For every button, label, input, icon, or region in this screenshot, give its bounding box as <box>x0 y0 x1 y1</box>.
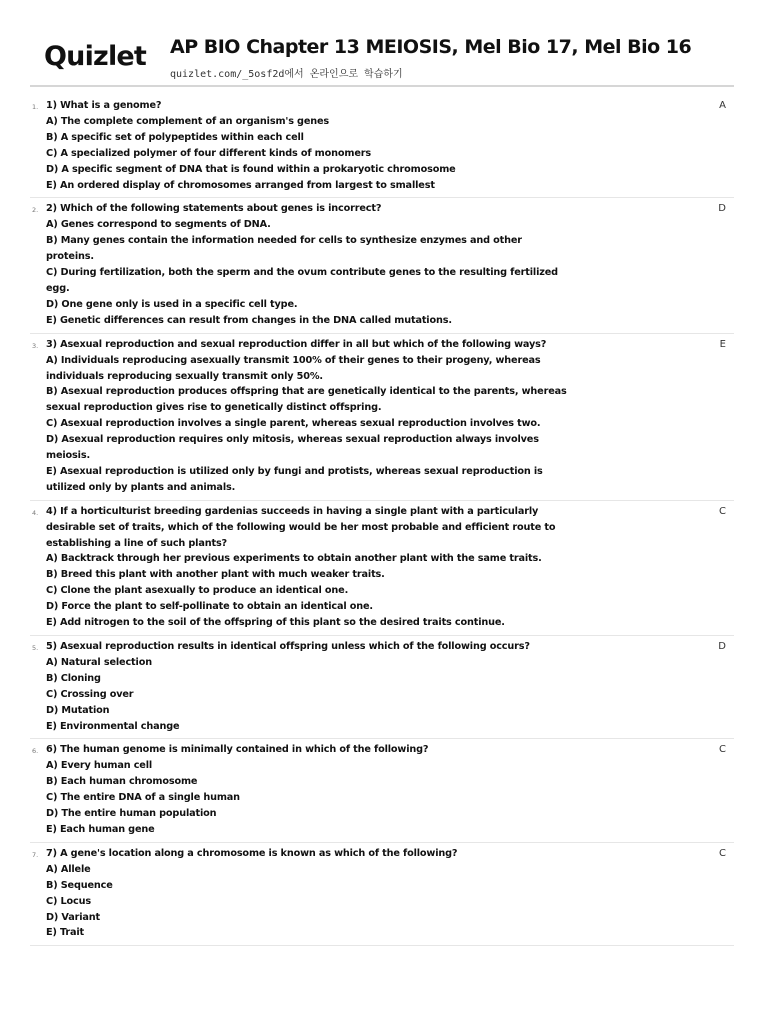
question-item <box>30 501 734 636</box>
question-number: 1. <box>32 103 39 111</box>
answer-key: A <box>719 100 726 111</box>
question-option: E) Each human gene <box>46 823 155 835</box>
question-option: C) The entire DNA of a single human <box>46 792 240 804</box>
question-option: establishing a line of such plants? <box>46 537 228 549</box>
question-option: E) An ordered display of chromosomes arranged from largest to smallest <box>46 179 435 191</box>
question-option: sexual reproduction gives rise to genetically distinct offspring. <box>46 402 382 414</box>
question-option: B) Breed this plant with another plant with much weaker traits. <box>46 569 385 581</box>
question-option: B) A specific set of polypeptides within each cell <box>46 131 304 143</box>
question-number: 7. <box>32 850 39 859</box>
page-subtitle-url: quizlet.com/_5osf2d에서 온라인으로 학습하기 <box>170 69 403 80</box>
question-item <box>30 95 734 198</box>
question-text <box>46 201 586 328</box>
question-option: meiosis. <box>46 450 90 462</box>
question-option: B) Many genes contain the information needed for cells to synthesize enzymes and other <box>46 235 522 247</box>
question-option: E) Add nitrogen to the soil of the offspring of this plant so the desired traits continue. <box>46 617 505 629</box>
question-option: E) Asexual reproduction is utilized only by fungi and protists, whereas sexual reproduction is <box>46 465 543 477</box>
question-number: 2. <box>32 206 39 215</box>
question-option: B) Each human chromosome <box>46 776 198 788</box>
question-option: D) A specific segment of DNA that is found within a prokaryotic chromosome <box>46 163 456 175</box>
question-option: C) A specialized polymer of four different kinds of monomers <box>46 147 371 159</box>
question-option: individuals reproducing sexually transmit only 50%. <box>46 370 323 382</box>
question-option: egg. <box>46 282 70 294</box>
answer-key: C <box>719 505 726 517</box>
question-list <box>30 95 734 946</box>
question-number: 3. <box>32 341 39 350</box>
question-option: C) During fertilization, both the sperm and the ovum contribute genes to the resulting fertilized <box>46 267 558 279</box>
question-text <box>46 742 586 837</box>
question-number: 5. <box>32 644 39 652</box>
question-option: D) Force the plant to self-pollinate to obtain an identical one. <box>46 601 373 613</box>
question-text <box>46 337 586 496</box>
question-option: D) The entire human population <box>46 808 217 820</box>
question-text <box>46 504 586 631</box>
question-option: A) Individuals reproducing asexually transmit 100% of their genes to their progeny, whereas <box>46 354 541 366</box>
question-item <box>30 843 734 946</box>
question-item <box>30 198 734 333</box>
question-prompt: 2) Which of the following statements about genes is incorrect? <box>46 203 382 215</box>
question-option: A) Every human cell <box>46 760 153 772</box>
question-option: desirable set of traits, which of the following would be her most probable and efficient route to <box>46 521 556 533</box>
question-option: C) Locus <box>46 895 91 907</box>
question-option: C) Asexual reproduction involves a single parent, whereas sexual reproduction involves two. <box>46 418 541 430</box>
question-item <box>30 739 734 842</box>
question-prompt: 3) Asexual reproduction and sexual reproduction differ in all but which of the following ways? <box>46 338 547 350</box>
question-option: E) Environmental change <box>46 720 180 732</box>
question-option: B) Cloning <box>46 672 101 684</box>
question-option: E) Genetic differences can result from changes in the DNA called mutations. <box>46 314 452 326</box>
question-option: C) Clone the plant asexually to produce an identical one. <box>46 585 349 597</box>
page-header <box>44 34 734 86</box>
answer-key: C <box>719 744 726 756</box>
question-prompt: 1) What is a genome? <box>46 100 162 111</box>
question-option: A) Backtrack through her previous experiments to obtain another plant with the same traits. <box>46 553 542 565</box>
question-option: A) Genes correspond to segments of DNA. <box>46 219 271 231</box>
question-option: D) Asexual reproduction requires only mitosis, whereas sexual reproduction always involves <box>46 434 539 446</box>
page-title: AP BIO Chapter 13 MEIOSIS, Mel Bio 17, Mel Bio 16 <box>170 36 692 58</box>
question-number: 6. <box>32 747 39 756</box>
question-item <box>30 636 734 739</box>
question-item <box>30 334 734 501</box>
question-option: proteins. <box>46 251 94 263</box>
question-option: E) Trait <box>46 927 85 939</box>
question-prompt: 4) If a horticulturist breeding gardenias succeeds in having a single plant with a particularly <box>46 505 539 517</box>
question-option: A) The complete complement of an organism's genes <box>46 115 330 127</box>
answer-key: C <box>719 847 726 859</box>
question-option: utilized only by plants and animals. <box>46 481 236 493</box>
question-prompt: 7) A gene's location along a chromosome is known as which of the following? <box>46 847 458 859</box>
question-number: 4. <box>32 508 39 517</box>
question-option: A) Natural selection <box>46 656 152 668</box>
question-option: B) Sequence <box>46 879 113 891</box>
question-text <box>46 846 586 941</box>
question-prompt: 5) Asexual reproduction results in identical offspring unless which of the following occurs? <box>46 641 530 652</box>
quizlet-logo: Quizlet <box>44 41 147 72</box>
answer-key: D <box>718 203 726 215</box>
question-option: A) Allele <box>46 863 91 875</box>
question-option: C) Crossing over <box>46 688 134 700</box>
header-divider <box>30 85 734 87</box>
question-text <box>46 639 586 734</box>
answer-key: D <box>718 641 726 652</box>
answer-key: E <box>719 338 726 350</box>
question-option: D) Mutation <box>46 704 110 716</box>
question-option: D) One gene only is used in a specific cell type. <box>46 298 298 310</box>
question-text <box>46 98 586 193</box>
question-option: B) Asexual reproduction produces offspring that are genetically identical to the parents, whereas <box>46 386 567 398</box>
question-prompt: 6) The human genome is minimally contained in which of the following? <box>46 744 429 756</box>
question-option: D) Variant <box>46 911 101 923</box>
